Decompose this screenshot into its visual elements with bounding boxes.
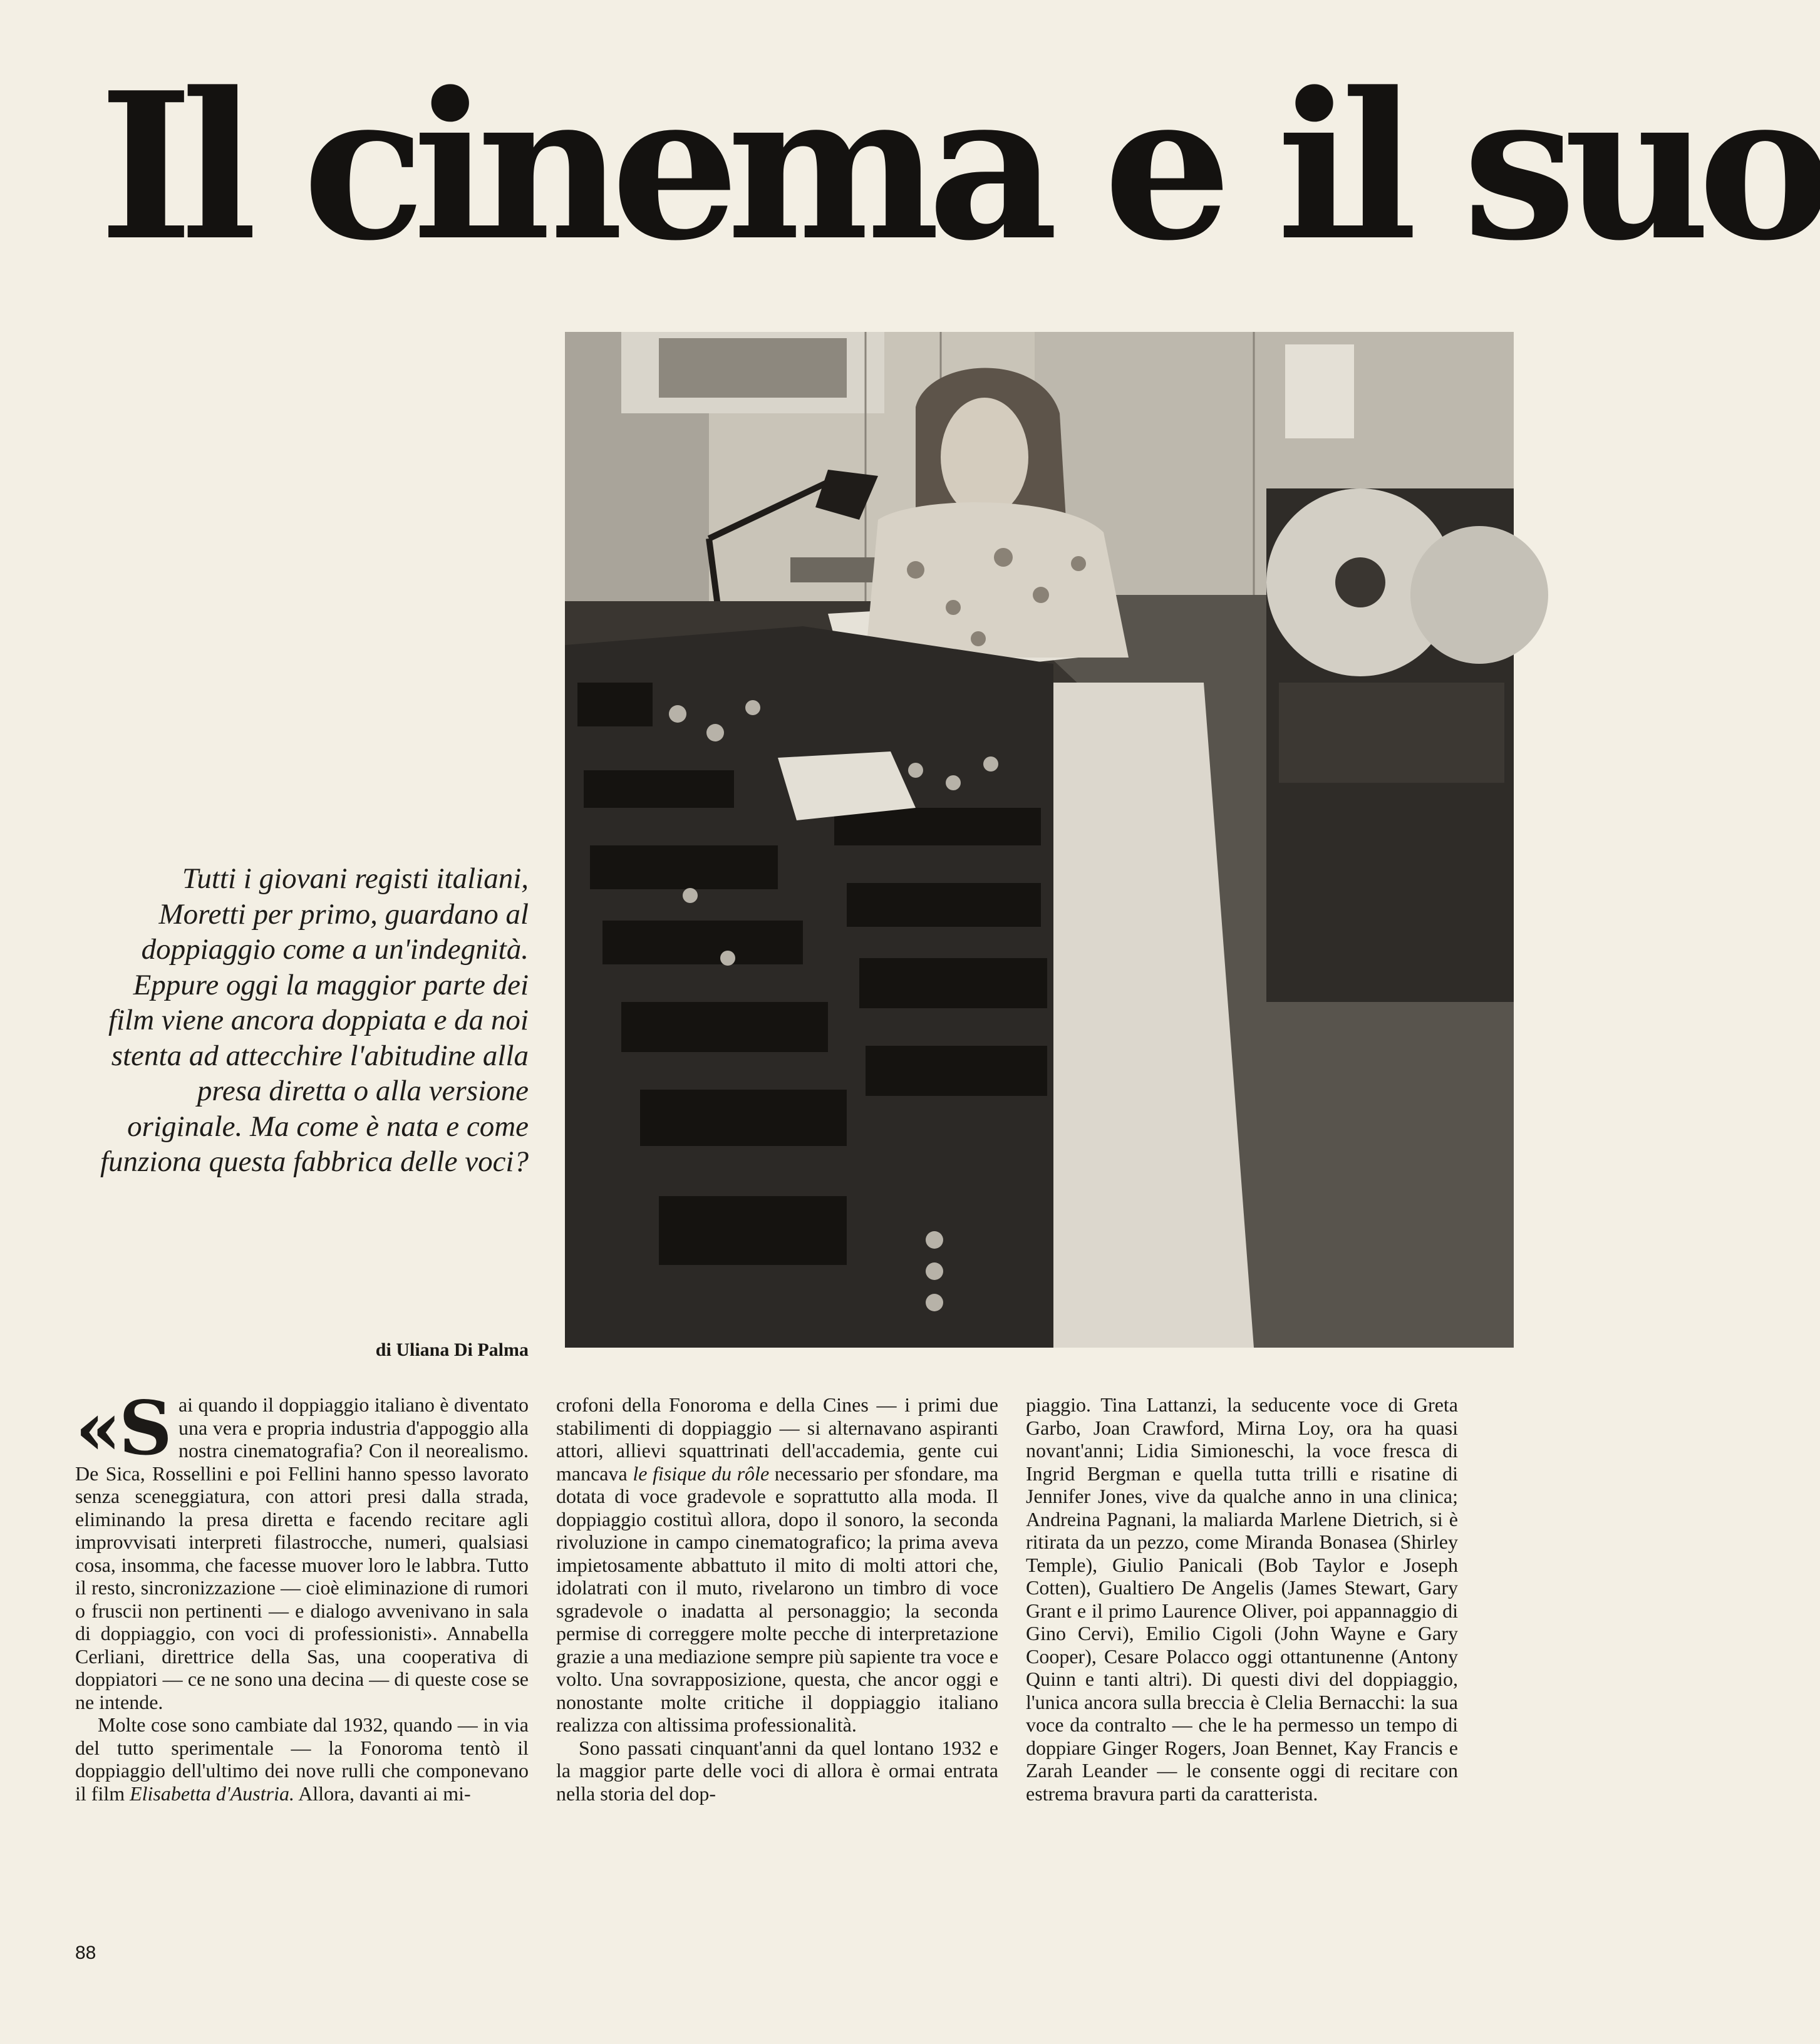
- col1-paragraph-2-end: Allora, davanti ai mi-: [294, 1782, 471, 1805]
- col3-paragraph-1: piaggio. Tina Lattanzi, la seducente voce di Greta Garbo, Joan Crawford, Mirna Loy, ora ha quasi novant'anni; Lidia Simioneschi, la voce fresca di Ingrid Bergman e quella tutta trilli e risatine di Jennifer Jones, vive da qualche anno in una clinica; Andreina Pagnani, la maliarda Marlene Dietrich, si è ritirata da un pezzo, come Miranda Bonasea (Shirley Temple), Giulio Panicali (Bob Taylor e Joseph Cotten), Gualtiero De Angelis (James Stewart, Gary Grant e il primo Laurence Oliver, poi appannaggio di Gino Cervi), Emilio Cigoli (John Wayne e Gary Cooper), Cesare Polacco oggi ottantunenne (Antony Quinn e tanti altri). Di questi divi del doppiaggio, l'unica ancora sulla breccia è Clelia Bernacchi: la sua voce da contralto — che le ha permesso un tempo di doppiare Ginger Rogers, Joan Bennet, Kay Francis e Zarah Leander — le consente oggi di recitare con estrema bravura parti da caratterista.: [1026, 1393, 1458, 1805]
- article-photo: [565, 332, 1514, 1348]
- col2-italic-phrase: le fisique du rôle: [633, 1462, 770, 1485]
- body-column-1: [75, 1385, 529, 1805]
- col1-paragraph-2: Molte cose sono cambiate dal 1932, quando — in via del tutto sperimentale — la Fonoroma tentò il doppiaggio dell'ultimo dei nove rulli che componevano il film: [75, 1713, 529, 1805]
- drop-cap: «S: [75, 1385, 170, 1472]
- page-number: 88: [75, 1943, 96, 1963]
- standfirst: Tutti i giovani registi italiani, Moretti per primo, guardano al doppiaggio come a un'indegnità. Eppure oggi la maggior parte dei film viene ancora doppiata e da noi stenta ad attecchire l'abitudine alla presa diretta o alla versione originale. Ma come è nata e come funziona questa fabbrica delle voci?: [100, 862, 529, 1178]
- headline: Il cinema e il suo: [99, 48, 1820, 285]
- body-column-2: [556, 1393, 998, 1805]
- film-title: Elisabetta d'Austria.: [130, 1782, 294, 1805]
- col2-paragraph-1b: necessario per sfondare, ma dotata di voce gradevole e soprattutto alla moda. Il doppiaggio costituì allora, dopo il sonoro, la seconda rivoluzione in campo cinematografico; la prima aveva impietosamente abbattuto il mito di molti attori che, idolatrati con il muto, rivelarono un timbro di voce sgradevole o inadatta al personaggio; la seconda permise di correggere molte pecche di interpretazione grazie a una mediazione sempre più sapiente tra voce e volto. Una sovrapposizione, questa, che ancor oggi e nonostante molte critiche il doppiaggio italiano realizza con altissima professionalità.: [556, 1462, 999, 1736]
- col1-paragraph-1: ai quando il doppiaggio italiano è diventato una vera e propria industria d'appoggio alla nostra cinematografia? Con il neorealismo. De Sica, Rossellini e poi Fellini hanno spesso lavorato senza sceneggiatura, con attori presi dalla strada, eliminando la presa diretta e facendo recitare agli improvvisati interpreti filastrocche, numeri, qualsiasi cosa, insomma, che facesse muover loro le labbra. Tutto il resto, sincronizzazione — cioè eliminazione di rumori o fruscii non pertinenti — e dialogo avvenivano in sala di doppiaggio, con voci di professionisti». Annabella Cerliani, direttrice della Sas, una cooperativa di doppiatori — ce ne sono una decina — di queste cose se ne intende.: [75, 1393, 529, 1713]
- byline: di Uliana Di Palma: [375, 1339, 529, 1360]
- col2-paragraph-1a: crofoni della Fonoroma e della Cines — i primi due stabilimenti di doppiaggio — si alternavano aspiranti attori, allievi squattrinati dell'accademia, gente cui mancava: [556, 1393, 998, 1485]
- dubbing-studio-photo: [565, 332, 1514, 1348]
- body-column-3: [1026, 1393, 1458, 1805]
- col2-paragraph-2: Sono passati cinquant'anni da quel lontano 1932 e la maggior parte delle voci di allora è ormai entrata nella storia del dop-: [556, 1736, 998, 1805]
